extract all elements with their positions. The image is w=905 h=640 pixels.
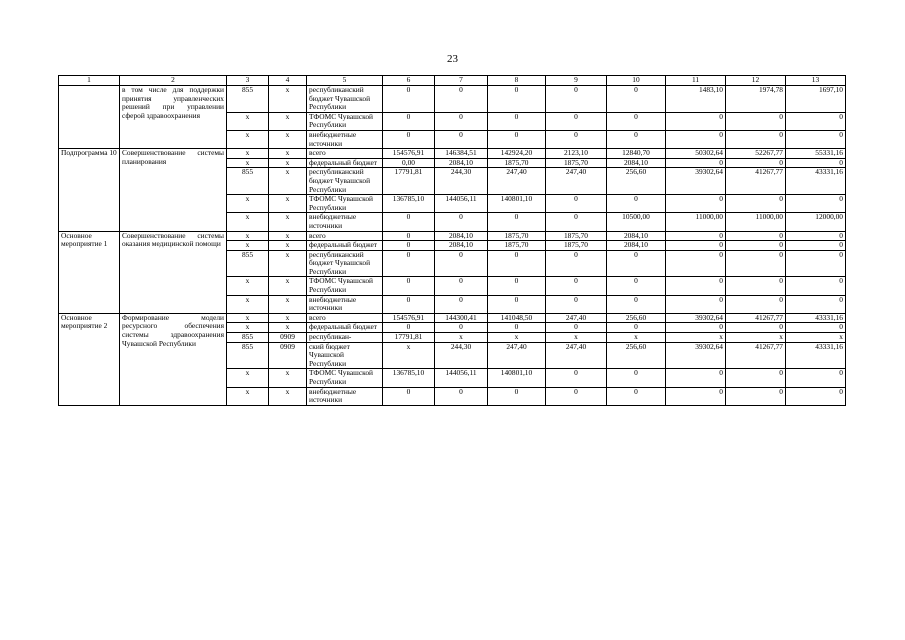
column-number: 7 (435, 76, 488, 86)
amount-cell: 2123,10 (546, 149, 607, 159)
amount-cell: x (435, 333, 488, 343)
amount-cell: 142924,20 (488, 149, 546, 159)
amount-cell: 0 (488, 277, 546, 295)
amount-cell: 256,60 (607, 168, 666, 195)
amount-cell: 0 (666, 250, 726, 277)
amount-cell: x (786, 333, 846, 343)
amount-cell: 0 (726, 130, 786, 148)
amount-cell: 0 (383, 250, 435, 277)
funding-source-cell: ТФОМС Чувашской Республики (307, 195, 383, 213)
column-number: 2 (120, 76, 227, 86)
amount-cell: 0 (666, 195, 726, 213)
grbs-code-cell: x (227, 158, 269, 168)
funding-source-cell: всего (307, 149, 383, 159)
amount-cell: 0 (726, 231, 786, 241)
amount-cell: 244,30 (435, 168, 488, 195)
page-number: 23 (447, 53, 458, 65)
amount-cell: 244,30 (435, 342, 488, 369)
amount-cell: 17791,81 (383, 333, 435, 343)
column-number: 5 (307, 76, 383, 86)
column-number: 13 (786, 76, 846, 86)
amount-cell: 0 (726, 112, 786, 130)
table-row (59, 313, 846, 323)
amount-cell: 12840,70 (607, 149, 666, 159)
funding-source-cell: республикан- (307, 333, 383, 343)
section-code-cell: x (269, 323, 307, 333)
grbs-code-cell: 855 (227, 168, 269, 195)
grbs-code-cell: 855 (227, 342, 269, 369)
amount-cell: 55331,16 (786, 149, 846, 159)
grbs-code-cell: x (227, 213, 269, 231)
amount-cell: 247,40 (488, 168, 546, 195)
amount-cell: 1875,70 (546, 241, 607, 251)
amount-cell: 0 (383, 213, 435, 231)
amount-cell: 0 (726, 158, 786, 168)
amount-cell: 0 (607, 369, 666, 387)
amount-cell: 2084,10 (435, 231, 488, 241)
section-code-cell: x (269, 130, 307, 148)
amount-cell: 0 (726, 387, 786, 405)
amount-cell: 2084,10 (607, 158, 666, 168)
amount-cell: 0 (546, 250, 607, 277)
amount-cell: 0 (726, 295, 786, 313)
grbs-code-cell: x (227, 130, 269, 148)
amount-cell: 0 (546, 295, 607, 313)
amount-cell: 144056,11 (435, 195, 488, 213)
amount-cell: 0 (546, 195, 607, 213)
table-body (59, 76, 846, 406)
amount-cell: 140801,10 (488, 195, 546, 213)
column-number: 12 (726, 76, 786, 86)
funding-source-cell: всего (307, 231, 383, 241)
amount-cell: 1875,70 (488, 241, 546, 251)
amount-cell: 0 (786, 112, 846, 130)
grbs-code-cell: x (227, 295, 269, 313)
measure-name-cell: Формирование модели ресурсного обеспечения системы здравоохранения Чувашской Республики (120, 313, 227, 405)
amount-cell: 0 (666, 241, 726, 251)
amount-cell: 41267,77 (726, 313, 786, 323)
amount-cell: 0 (435, 86, 488, 113)
amount-cell: 0 (488, 213, 546, 231)
column-number: 1 (59, 76, 120, 86)
amount-cell: 0 (435, 250, 488, 277)
amount-cell: 0 (786, 295, 846, 313)
amount-cell: 0 (546, 213, 607, 231)
amount-cell: x (726, 333, 786, 343)
amount-cell: x (488, 333, 546, 343)
funding-source-cell: ТФОМС Чувашской Республики (307, 112, 383, 130)
amount-cell: 1974,78 (726, 86, 786, 113)
grbs-code-cell: x (227, 195, 269, 213)
program-name-cell (59, 86, 120, 149)
amount-cell: 247,40 (488, 342, 546, 369)
program-name-cell: Основное мероприятие 2 (59, 313, 120, 405)
amount-cell: 0 (666, 295, 726, 313)
amount-cell: 0 (786, 195, 846, 213)
amount-cell: 0 (546, 112, 607, 130)
funding-source-cell: ский бюджет Чувашской Республики (307, 342, 383, 369)
amount-cell: 0 (488, 387, 546, 405)
section-code-cell: 0909 (269, 333, 307, 343)
amount-cell: x (546, 333, 607, 343)
table-row (59, 231, 846, 241)
amount-cell: 0,00 (383, 158, 435, 168)
amount-cell: 141048,50 (488, 313, 546, 323)
amount-cell: 0 (546, 277, 607, 295)
amount-cell: 0 (435, 295, 488, 313)
grbs-code-cell: x (227, 369, 269, 387)
amount-cell: 1875,70 (546, 158, 607, 168)
amount-cell: 0 (383, 86, 435, 113)
amount-cell: 0 (383, 295, 435, 313)
funding-source-cell: федеральный бюджет (307, 241, 383, 251)
section-code-cell: x (269, 168, 307, 195)
funding-source-cell: внебюджетные источники (307, 295, 383, 313)
amount-cell: 1483,10 (666, 86, 726, 113)
grbs-code-cell: 855 (227, 333, 269, 343)
amount-cell: 0 (786, 387, 846, 405)
amount-cell: 0 (607, 295, 666, 313)
amount-cell: 1697,10 (786, 86, 846, 113)
funding-source-cell: республиканский бюджет Чувашской Республики (307, 250, 383, 277)
amount-cell: 10500,00 (607, 213, 666, 231)
grbs-code-cell: x (227, 277, 269, 295)
amount-cell: 2084,10 (435, 241, 488, 251)
amount-cell: 0 (488, 323, 546, 333)
amount-cell: 0 (726, 323, 786, 333)
amount-cell: 247,40 (546, 342, 607, 369)
column-number: 11 (666, 76, 726, 86)
section-code-cell: x (269, 277, 307, 295)
amount-cell: 0 (666, 277, 726, 295)
amount-cell: 0 (383, 231, 435, 241)
amount-cell: 2084,10 (607, 241, 666, 251)
amount-cell: 0 (726, 250, 786, 277)
column-number: 8 (488, 76, 546, 86)
grbs-code-cell: x (227, 231, 269, 241)
amount-cell: 154576,91 (383, 313, 435, 323)
amount-cell: 0 (383, 112, 435, 130)
amount-cell: 0 (383, 241, 435, 251)
amount-cell: 0 (666, 323, 726, 333)
funding-source-cell: внебюджетные источники (307, 130, 383, 148)
amount-cell: 43331,16 (786, 313, 846, 323)
amount-cell: 0 (546, 86, 607, 113)
section-code-cell: x (269, 112, 307, 130)
amount-cell: 0 (435, 323, 488, 333)
amount-cell: 247,40 (546, 168, 607, 195)
funding-source-cell: внебюджетные источники (307, 213, 383, 231)
funding-source-cell: федеральный бюджет (307, 158, 383, 168)
amount-cell: 0 (383, 387, 435, 405)
table-row (59, 149, 846, 159)
grbs-code-cell: x (227, 149, 269, 159)
amount-cell: 0 (666, 158, 726, 168)
section-code-cell: x (269, 250, 307, 277)
column-number: 9 (546, 76, 607, 86)
amount-cell: 0 (435, 387, 488, 405)
amount-cell: 0 (435, 277, 488, 295)
funding-source-cell: внебюджетные источники (307, 387, 383, 405)
amount-cell: 0 (607, 195, 666, 213)
section-code-cell: x (269, 313, 307, 323)
amount-cell: 0 (488, 250, 546, 277)
amount-cell: 0 (666, 387, 726, 405)
amount-cell: 0 (488, 86, 546, 113)
amount-cell: 0 (726, 195, 786, 213)
amount-cell: 0 (607, 387, 666, 405)
amount-cell: 11000,00 (666, 213, 726, 231)
amount-cell: 154576,91 (383, 149, 435, 159)
amount-cell: 0 (786, 241, 846, 251)
amount-cell: 41267,77 (726, 168, 786, 195)
section-code-cell: x (269, 387, 307, 405)
amount-cell: 0 (666, 231, 726, 241)
measure-name-cell: Совершенствование системы планирования (120, 149, 227, 231)
column-number: 6 (383, 76, 435, 86)
grbs-code-cell: x (227, 241, 269, 251)
amount-cell: 144300,41 (435, 313, 488, 323)
amount-cell: 0 (786, 158, 846, 168)
amount-cell: 0 (786, 369, 846, 387)
amount-cell: x (383, 342, 435, 369)
amount-cell: 0 (546, 387, 607, 405)
section-code-cell: x (269, 195, 307, 213)
amount-cell: 12000,00 (786, 213, 846, 231)
amount-cell: 0 (726, 241, 786, 251)
program-name-cell: Основное мероприятие 1 (59, 231, 120, 313)
amount-cell: 1875,70 (488, 231, 546, 241)
amount-cell: 0 (786, 323, 846, 333)
amount-cell: 1875,70 (546, 231, 607, 241)
column-number: 3 (227, 76, 269, 86)
amount-cell: 0 (666, 369, 726, 387)
amount-cell: 146384,51 (435, 149, 488, 159)
amount-cell: 52267,77 (726, 149, 786, 159)
amount-cell: 0 (786, 231, 846, 241)
section-code-cell: x (269, 295, 307, 313)
amount-cell: 2084,10 (435, 158, 488, 168)
grbs-code-cell: 855 (227, 86, 269, 113)
amount-cell: 136785,10 (383, 195, 435, 213)
grbs-code-cell: x (227, 313, 269, 323)
amount-cell: 247,40 (546, 313, 607, 323)
section-code-cell: x (269, 149, 307, 159)
amount-cell: 0 (786, 130, 846, 148)
section-code-cell: 0909 (269, 342, 307, 369)
amount-cell: 41267,77 (726, 342, 786, 369)
amount-cell: 0 (435, 213, 488, 231)
amount-cell: 0 (488, 130, 546, 148)
amount-cell: 39302,64 (666, 168, 726, 195)
funding-source-cell: республиканский бюджет Чувашской Республики (307, 168, 383, 195)
grbs-code-cell: x (227, 112, 269, 130)
amount-cell: 1875,70 (488, 158, 546, 168)
measure-name-cell: в том числе для поддержки принятия управленческих решений при управлении сферой здравоохранения (120, 86, 227, 149)
amount-cell: 50302,64 (666, 149, 726, 159)
amount-cell: 256,60 (607, 313, 666, 323)
section-code-cell: x (269, 213, 307, 231)
section-code-cell: x (269, 369, 307, 387)
amount-cell: 0 (607, 323, 666, 333)
amount-cell: 39302,64 (666, 342, 726, 369)
amount-cell: 11000,00 (726, 213, 786, 231)
section-code-cell: x (269, 231, 307, 241)
amount-cell: 136785,10 (383, 369, 435, 387)
amount-cell: 0 (786, 277, 846, 295)
amount-cell: 0 (383, 130, 435, 148)
amount-cell: x (666, 333, 726, 343)
column-number: 10 (607, 76, 666, 86)
section-code-cell: x (269, 86, 307, 113)
amount-cell: 0 (488, 295, 546, 313)
amount-cell: 0 (546, 323, 607, 333)
amount-cell: 2084,10 (607, 231, 666, 241)
amount-cell: 0 (435, 112, 488, 130)
header-row (59, 76, 846, 86)
funding-source-cell: ТФОМС Чувашской Республики (307, 277, 383, 295)
grbs-code-cell: 855 (227, 250, 269, 277)
amount-cell: 256,60 (607, 342, 666, 369)
grbs-code-cell: x (227, 323, 269, 333)
amount-cell: 140801,10 (488, 369, 546, 387)
amount-cell: 144056,11 (435, 369, 488, 387)
amount-cell: 0 (726, 369, 786, 387)
amount-cell: 0 (607, 277, 666, 295)
amount-cell: 0 (383, 323, 435, 333)
amount-cell: 0 (607, 86, 666, 113)
amount-cell: 0 (726, 277, 786, 295)
amount-cell: 0 (546, 130, 607, 148)
table-row (59, 86, 846, 113)
amount-cell: 43331,16 (786, 168, 846, 195)
amount-cell: 0 (488, 112, 546, 130)
amount-cell: 0 (607, 112, 666, 130)
amount-cell: 0 (607, 130, 666, 148)
amount-cell: 17791,81 (383, 168, 435, 195)
measure-name-cell: Совершенствование системы оказания медицинской помощи (120, 231, 227, 313)
amount-cell: 0 (435, 130, 488, 148)
section-code-cell: x (269, 158, 307, 168)
funding-source-cell: ТФОМС Чувашской Республики (307, 369, 383, 387)
grbs-code-cell: x (227, 387, 269, 405)
amount-cell: 0 (666, 130, 726, 148)
amount-cell: 0 (666, 112, 726, 130)
amount-cell: 0 (546, 369, 607, 387)
amount-cell: 0 (786, 250, 846, 277)
section-code-cell: x (269, 241, 307, 251)
amount-cell: x (607, 333, 666, 343)
program-name-cell: Подпрограмма 10 (59, 149, 120, 231)
amount-cell: 0 (607, 250, 666, 277)
amount-cell: 0 (383, 277, 435, 295)
amount-cell: 39302,64 (666, 313, 726, 323)
column-number: 4 (269, 76, 307, 86)
amount-cell: 43331,16 (786, 342, 846, 369)
budget-table (58, 75, 846, 406)
funding-source-cell: всего (307, 313, 383, 323)
funding-source-cell: республиканский бюджет Чувашской Республики (307, 86, 383, 113)
funding-source-cell: федеральный бюджет (307, 323, 383, 333)
